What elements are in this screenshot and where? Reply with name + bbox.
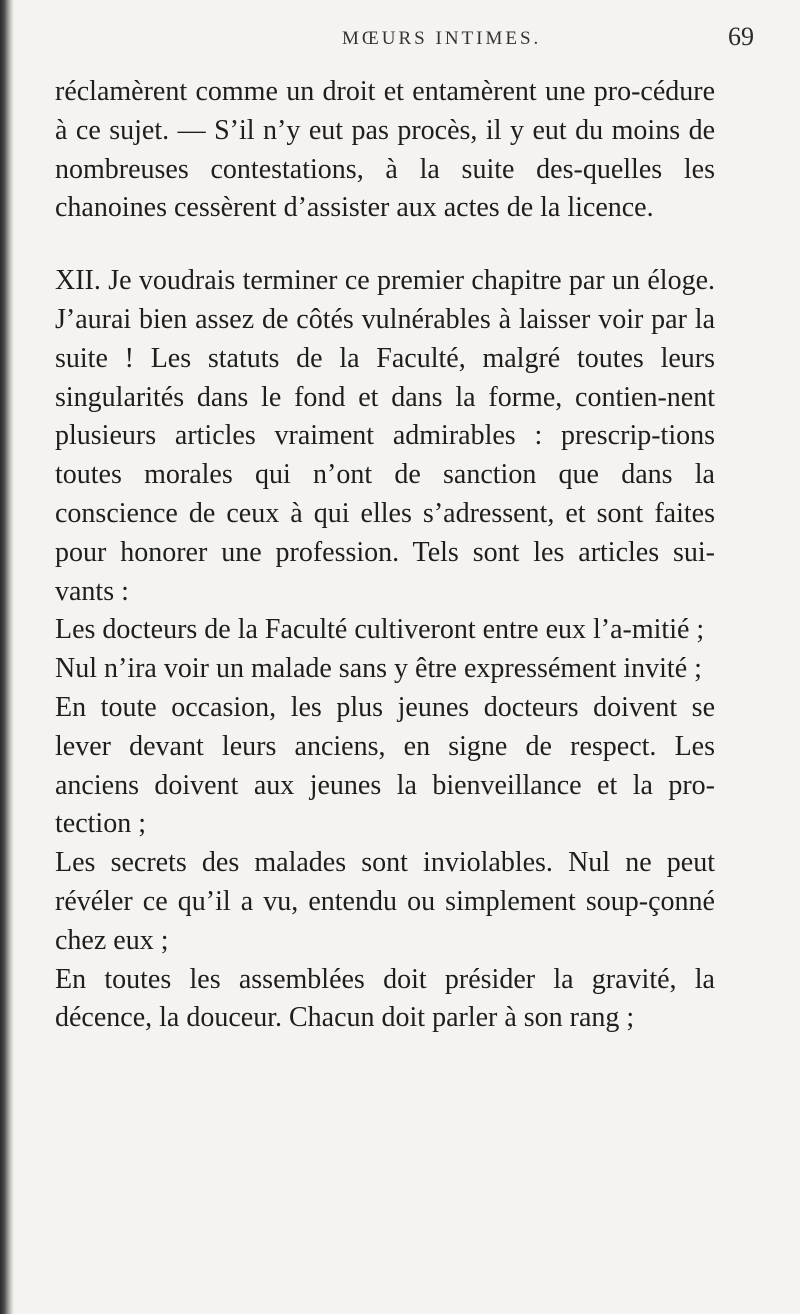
section-gap	[55, 228, 715, 262]
statute-article-secrecy: Les secrets des malades sont inviolables. Nul ne peut révéler ce qu’il a vu, entendu ou simplement soup-çonné chez eux ;	[55, 847, 715, 956]
statute-article-assemblies: En toutes les assemblées doit présider la gravité, la décence, la douceur. Chacun doit parler à son rang ;	[55, 963, 715, 1034]
running-head-title: MŒURS INTIMES.	[342, 28, 542, 49]
paragraph-continuation: réclamèrent comme un droit et entamèrent une pro-cédure à ce sujet. — S’il n’y eut pas procès, il y eut du moins de nombreuses contestations, à la suite des-quelles les chanoines cessèrent d’assister aux actes de la licence.	[55, 76, 715, 224]
page-number: 69	[728, 22, 754, 51]
statute-article-friendship: Les docteurs de la Faculté cultiveront entre eux l’a-mitié ;	[55, 614, 705, 646]
page-binding-edge	[0, 0, 14, 1314]
statute-article-invitation: Nul n’ira voir un malade sans y être expressément invité ;	[55, 653, 702, 685]
statute-article-respect: En toute occasion, les plus jeunes docteurs doivent se lever devant leurs anciens, en signe de respect. Les anciens doivent aux jeunes la bienveillance et la pro-tection ;	[55, 691, 715, 840]
paragraph-section-xii: XII. Je voudrais terminer ce premier chapitre par un éloge. J’aurai bien assez de côtés vulnérables à laisser voir par la suite ! Les statuts de la Faculté, malgré toutes leurs singularités dans le fond et dans la forme, contien-nent plusieurs articles vraiment admirables : prescrip-tions toutes morales qui n’ont de sanction que dans la conscience de ceux à qui elles s’adressent, et sont faites pour honorer une profession. Tels sont les articles sui-vants :	[55, 265, 715, 607]
body-text	[55, 73, 715, 1038]
